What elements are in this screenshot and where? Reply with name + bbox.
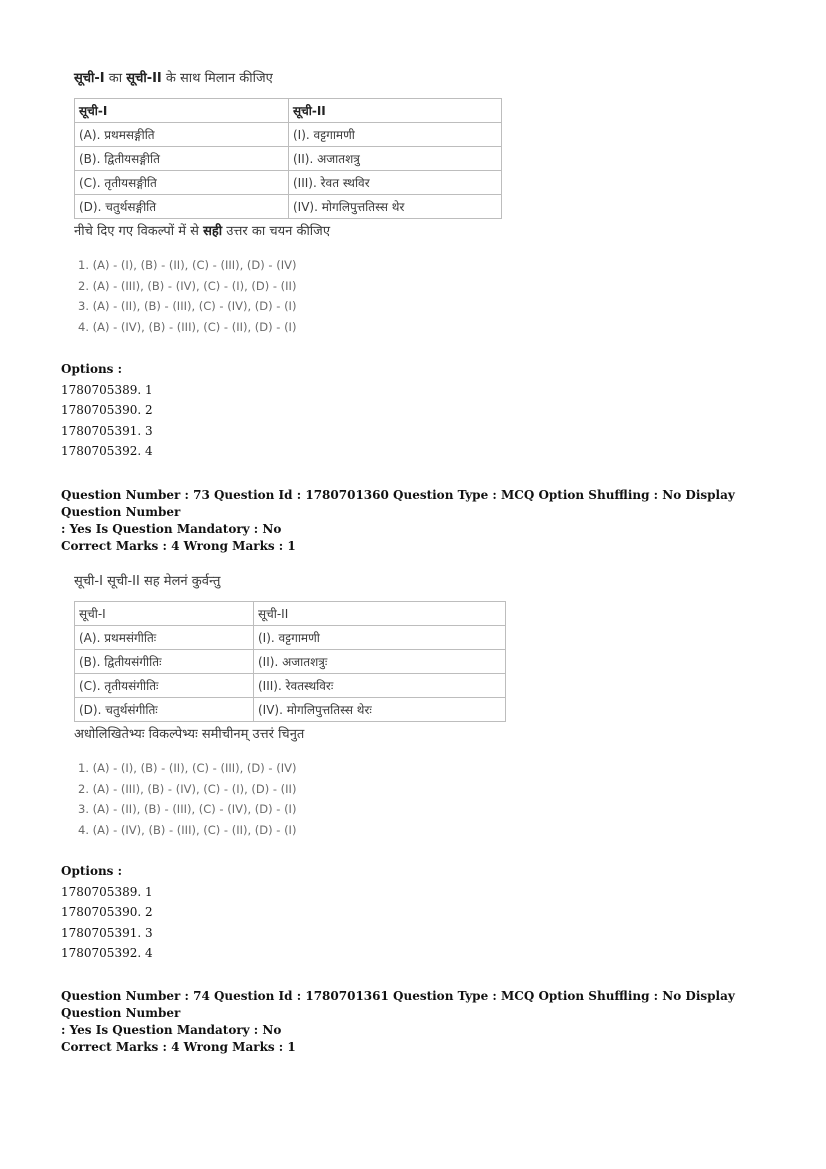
instruction-text: अधोलिखितेभ्यः विकल्पेभ्यः समीचीनम् उत्तरं चिनुत (74, 727, 305, 742)
meta-line: Correct Marks : 4 Wrong Marks : 1 (61, 1040, 296, 1054)
table-cell: (IV). मोगलिपुत्ततिस्स थेरः (254, 698, 506, 722)
meta-line: Correct Marks : 4 Wrong Marks : 1 (61, 539, 296, 553)
question-72-image (74, 68, 502, 337)
table-header-row (75, 99, 502, 123)
instruction-pre: नीचे दिए गए विकल्पों में से (74, 224, 204, 239)
meta-line: Question Number : 74 Question Id : 1780701361 Question Type : MCQ Option Shuffling : No Display Question Number (61, 989, 735, 1020)
title-list1: सूची-I (74, 71, 105, 86)
header-list2: सूची-II (289, 99, 502, 123)
header-list1: सूची-I (75, 99, 289, 123)
option-id: 1780705392. 4 (61, 444, 153, 458)
question-73-meta (61, 487, 771, 555)
table-cell: (A). प्रथमसंगीतिः (75, 626, 254, 650)
table-row (75, 123, 502, 147)
instruction-bold: सही (203, 224, 223, 239)
option-id: 1780705389. 1 (61, 382, 153, 397)
choice-item: 1. (A) - (I), (B) - (II), (C) - (III), (D) - (IV) (78, 761, 297, 775)
options-label: Options : (61, 362, 123, 376)
table-row (75, 195, 502, 219)
meta-line: : Yes Is Question Mandatory : No (61, 1023, 282, 1037)
choice-item: 4. (A) - (IV), (B) - (III), (C) - (II), (D) - (I) (78, 822, 297, 837)
option-id: 1780705391. 3 (61, 423, 153, 438)
match-table (74, 601, 506, 722)
title-list2: सूची-II (126, 71, 162, 86)
table-cell: (D). चतुर्थसङ्गीति (75, 195, 289, 219)
table-cell: (II). अजातशत्रुः (254, 650, 506, 674)
choice-item: 3. (A) - (II), (B) - (III), (C) - (IV), (D) - (I) (78, 802, 297, 816)
table-cell: (B). द्वितीयसंगीतिः (75, 650, 254, 674)
option-id: 1780705390. 2 (61, 905, 153, 919)
choice-item: 2. (A) - (III), (B) - (IV), (C) - (I), (D) - (II) (78, 278, 297, 293)
table-cell: (B). द्वितीयसङ्गीति (75, 147, 289, 171)
meta-line: Question Number : 73 Question Id : 1780701360 Question Type : MCQ Option Shuffling : No Display Question Number (61, 488, 735, 519)
table-cell: (II). अजातशत्रु (289, 147, 502, 171)
table-row (75, 674, 506, 698)
title-mid: का (104, 71, 127, 86)
choice-item: 3. (A) - (II), (B) - (III), (C) - (IV), (D) - (I) (78, 299, 297, 313)
table-cell: (A). प्रथमसङ्गीति (75, 123, 289, 147)
question-74-meta (61, 988, 771, 1056)
header-list1: सूची-I (75, 602, 254, 626)
meta-line: : Yes Is Question Mandatory : No (61, 522, 282, 536)
option-id: 1780705390. 2 (61, 403, 153, 417)
question-title (74, 68, 502, 86)
options-block (61, 861, 153, 964)
instruction-post: उत्तर का चयन कीजिए (222, 224, 331, 239)
choice-item: 1. (A) - (I), (B) - (II), (C) - (III), (D) - (IV) (78, 258, 297, 272)
table-cell: (C). तृतीयसंगीतिः (75, 674, 254, 698)
choice-list (78, 758, 506, 840)
choice-item: 4. (A) - (IV), (B) - (III), (C) - (II), (D) - (I) (78, 319, 297, 334)
table-cell: (III). रेवतस्थविरः (254, 674, 506, 698)
match-table (74, 98, 502, 219)
question-73-image (74, 571, 506, 840)
table-cell: (D). चतुर्थसंगीतिः (75, 698, 254, 722)
header-list2: सूची-II (254, 602, 506, 626)
title-rest: के साथ मिलान कीजिए (161, 71, 273, 86)
question-title: सूची-I सूची-II सह मेलनं कुर्वन्तु (74, 574, 221, 589)
table-header-row (75, 602, 506, 626)
option-id: 1780705391. 3 (61, 925, 153, 940)
instruction-text (74, 221, 502, 239)
table-row (75, 171, 502, 195)
table-row (75, 650, 506, 674)
table-cell: (III). रेवत स्थविर (289, 171, 502, 195)
table-cell: (I). वट्टगामणी (254, 626, 506, 650)
option-id: 1780705392. 4 (61, 946, 153, 960)
table-cell: (C). तृतीयसङ्गीति (75, 171, 289, 195)
table-cell: (I). वट्टगामणी (289, 123, 502, 147)
table-row (75, 147, 502, 171)
choice-list (78, 255, 502, 337)
table-row (75, 698, 506, 722)
table-cell: (IV). मोगलिपुत्ततिस्स थेर (289, 195, 502, 219)
option-id: 1780705389. 1 (61, 884, 153, 899)
options-label: Options : (61, 864, 123, 878)
options-block (61, 359, 153, 462)
choice-item: 2. (A) - (III), (B) - (IV), (C) - (I), (D) - (II) (78, 781, 297, 796)
table-row (75, 626, 506, 650)
